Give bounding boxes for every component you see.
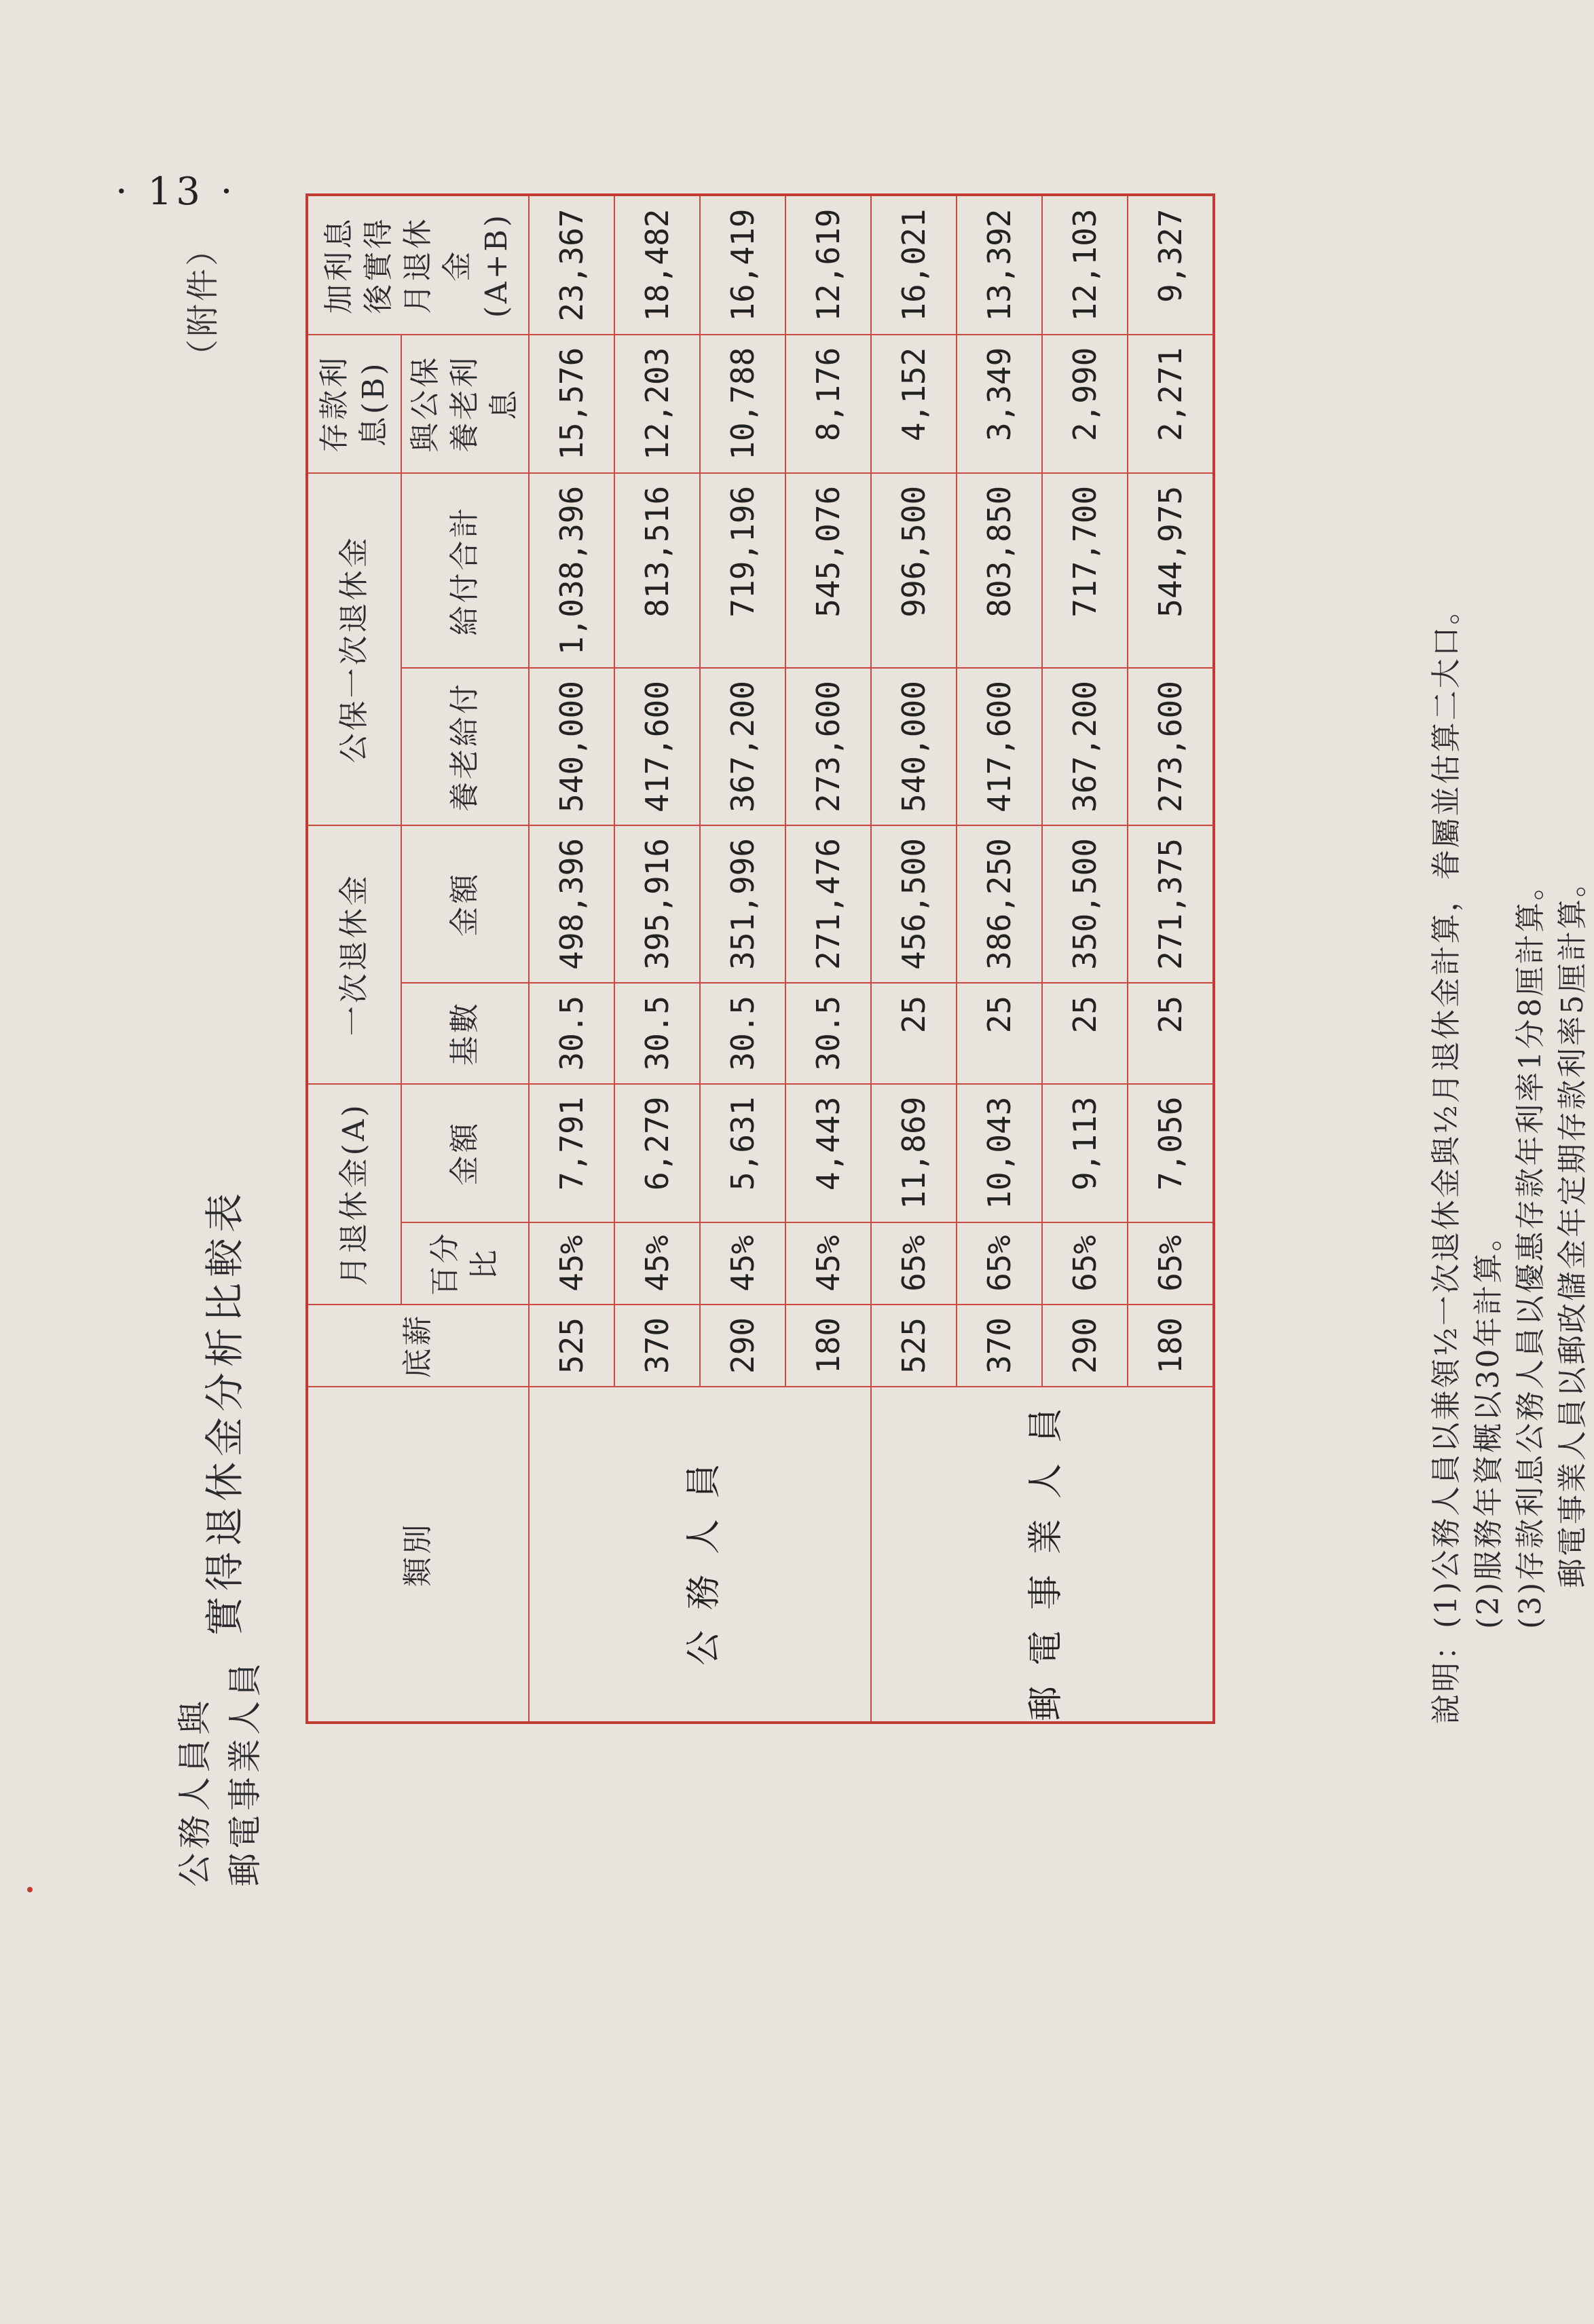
header-interest-total: 加利息後實得月退休金(A+B) [307, 195, 529, 335]
table-cell: 2,271 [1128, 335, 1214, 473]
table-cell: 30.5 [700, 983, 785, 1084]
table-cell: 9,327 [1128, 195, 1214, 335]
table-cell: 65% [871, 1222, 957, 1305]
table-cell: 12,619 [785, 195, 871, 335]
table-cell: 1,038,396 [529, 473, 614, 668]
table-cell: 25 [871, 983, 957, 1084]
table-cell: 25 [1042, 983, 1128, 1084]
table-cell: 30.5 [529, 983, 614, 1084]
table-cell: 45% [614, 1222, 700, 1305]
note-3a: (3)存款利息公務人員以優惠存款年利率1分8厘計算。 [1513, 868, 1548, 1629]
table-cell: 540,000 [871, 668, 957, 825]
notes [1426, 163, 1594, 1724]
table-cell: 719,196 [700, 473, 785, 668]
table-cell: 370 [614, 1305, 700, 1387]
red-ink-dot [27, 1887, 33, 1892]
header-category: 類別 [307, 1387, 529, 1723]
table-cell: 11,869 [871, 1084, 957, 1222]
table-cell: 65% [1042, 1222, 1128, 1305]
table-cell: 367,200 [700, 668, 785, 825]
table-cell: 23,367 [529, 195, 614, 335]
table-cell: 395,916 [614, 825, 700, 983]
table-cell: 540,000 [529, 668, 614, 825]
table-cell: 10,043 [957, 1084, 1042, 1222]
table-cell: 290 [1042, 1305, 1128, 1387]
table-cell: 290 [700, 1305, 785, 1387]
table-cell: 525 [871, 1305, 957, 1387]
table-cell: 8,176 [785, 335, 871, 473]
table-title [170, 733, 305, 1887]
table-cell: 386,250 [957, 825, 1042, 983]
note-2: (2)服務年資概以30年計算。 [1471, 1219, 1506, 1629]
table-cell: 545,076 [785, 473, 871, 668]
table-cell: 45% [700, 1222, 785, 1305]
table-cell: 544,975 [1128, 473, 1214, 668]
table-cell: 12,103 [1042, 195, 1128, 335]
header-payment-total: 給付合計 [401, 473, 529, 668]
table-cell: 5,631 [700, 1084, 785, 1222]
category-label: 郵電事業人員 [871, 1387, 1214, 1723]
table-cell: 4,443 [785, 1084, 871, 1222]
table-cell: 13,392 [957, 195, 1042, 335]
header-deposit: 存款利息(B) [307, 335, 401, 473]
table-cell: 9,113 [1042, 1084, 1128, 1222]
title-subject-1: 公務人員與 [175, 1697, 215, 1887]
table-cell: 4,152 [871, 335, 957, 473]
header-public-insurance: 公保一次退休金 [307, 473, 401, 825]
table-body [529, 195, 1214, 1723]
rotated-content [149, 204, 1590, 2077]
table-cell: 417,600 [957, 668, 1042, 825]
table-cell: 12,203 [614, 335, 700, 473]
table-cell: 16,021 [871, 195, 957, 335]
table-cell: 273,600 [1128, 668, 1214, 825]
table-row [871, 195, 957, 1723]
table-cell: 180 [1128, 1305, 1214, 1387]
table-cell: 370 [957, 1305, 1042, 1387]
title-subject-2: 郵電事業人員 [225, 1659, 265, 1887]
table-cell: 45% [785, 1222, 871, 1305]
table-cell: 813,516 [614, 473, 700, 668]
table-cell: 7,791 [529, 1084, 614, 1222]
title-main: 實得退休金分析比較表 [202, 1187, 248, 1636]
table-cell: 2,990 [1042, 335, 1128, 473]
table-cell: 525 [529, 1305, 614, 1387]
header-base-count: 基數 [401, 983, 529, 1084]
notes-label: 說明： [1429, 1628, 1464, 1724]
table-cell: 367,200 [1042, 668, 1128, 825]
table-cell: 25 [957, 983, 1042, 1084]
table-cell: 271,375 [1128, 825, 1214, 983]
header-pension-payment: 養老給付 [401, 668, 529, 825]
table-cell: 803,850 [957, 473, 1042, 668]
table-cell: 30.5 [785, 983, 871, 1084]
table-row [529, 195, 614, 1723]
table-cell: 271,476 [785, 825, 871, 983]
table-cell: 65% [1128, 1222, 1214, 1305]
header-lump-amount: 金額 [401, 825, 529, 983]
header-lump-sum: 一次退休金 [307, 825, 401, 1084]
header-monthly-pension: 月退休金(A) [307, 1084, 401, 1305]
table-cell: 996,500 [871, 473, 957, 668]
page-number: · 13 · [115, 170, 237, 214]
table-cell: 456,500 [871, 825, 957, 983]
pension-comparison-table [305, 194, 1215, 1725]
table-cell: 3,349 [957, 335, 1042, 473]
table-cell: 273,600 [785, 668, 871, 825]
note-3b: 郵電事業人員以郵政儲金年定期存款利率5厘計算。 [1555, 865, 1590, 1588]
table-cell: 417,600 [614, 668, 700, 825]
table-cell: 6,279 [614, 1084, 700, 1222]
table-cell: 180 [785, 1305, 871, 1387]
table-cell: 351,996 [700, 825, 785, 983]
table-cell: 45% [529, 1222, 614, 1305]
table-cell: 10,788 [700, 335, 785, 473]
category-label: 公務人員 [529, 1387, 871, 1723]
attachment-label: （附件） [184, 231, 222, 373]
table-cell: 350,500 [1042, 825, 1128, 983]
table-cell: 498,396 [529, 825, 614, 983]
header-percentage: 百分比 [401, 1222, 529, 1305]
header-deposit-sub: 與公保養老利息 [401, 335, 529, 473]
header-amount: 金額 [401, 1084, 529, 1222]
table-cell: 25 [1128, 983, 1214, 1084]
header-base-salary: 底薪 [307, 1305, 529, 1387]
table-cell: 18,482 [614, 195, 700, 335]
table-cell: 7,056 [1128, 1084, 1214, 1222]
table-cell: 15,576 [529, 335, 614, 473]
table-cell: 30.5 [614, 983, 700, 1084]
table-cell: 16,419 [700, 195, 785, 335]
note-1: (1)公務人員以兼領½一次退休金與½月退休金計算，眷屬並估算二大口。 [1429, 593, 1464, 1628]
table-cell: 717,700 [1042, 473, 1128, 668]
table-cell: 65% [957, 1222, 1042, 1305]
